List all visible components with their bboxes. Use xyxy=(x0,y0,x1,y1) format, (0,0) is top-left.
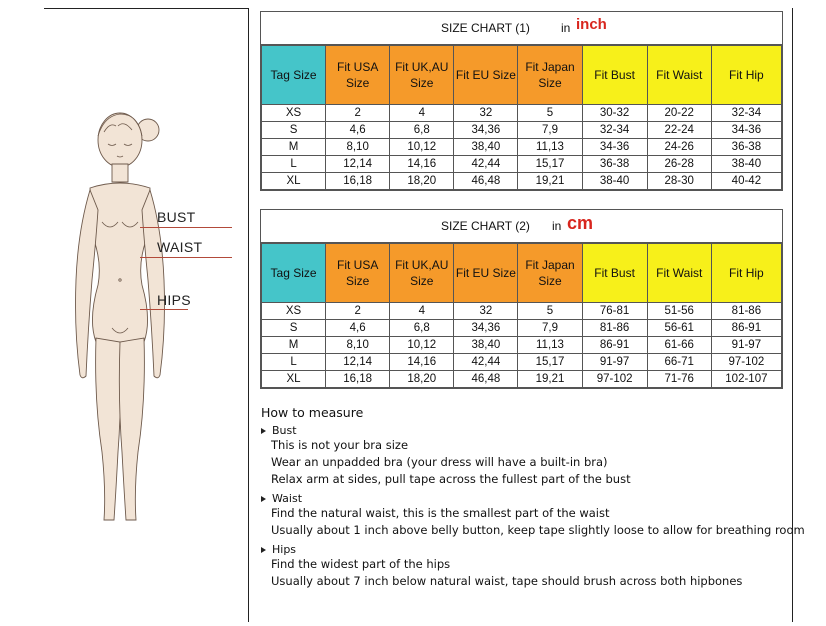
size-table-inch-header-row xyxy=(262,46,782,105)
body-figure-illustration xyxy=(60,80,240,540)
column-header: Fit EU Size xyxy=(454,244,518,303)
triangle-bullet-icon xyxy=(261,547,266,553)
table-cell: 4,6 xyxy=(326,320,390,337)
table-cell: 34,36 xyxy=(454,320,518,337)
table-cell: 12,14 xyxy=(326,156,390,173)
size-chart-cm xyxy=(260,209,783,389)
table-cell: 81-86 xyxy=(582,320,647,337)
size-chart-inch-title-bar xyxy=(261,12,782,45)
table-cell: 19,21 xyxy=(518,173,582,190)
table-row xyxy=(262,320,782,337)
table-cell: 34-36 xyxy=(582,139,647,156)
size-table-cm xyxy=(261,243,782,388)
table-cell: 12,14 xyxy=(326,354,390,371)
triangle-bullet-icon xyxy=(261,496,266,502)
waist-label: WAIST xyxy=(157,239,203,255)
table-cell: 86-91 xyxy=(711,320,781,337)
bust-instructions-label: Bust xyxy=(272,424,297,437)
size-chart-cm-unit: cm xyxy=(567,213,594,233)
hips-instructions-label: Hips xyxy=(272,543,297,556)
column-header: Fit USA Size xyxy=(326,244,390,303)
column-header: Fit Japan Size xyxy=(518,46,582,105)
waist-measure-line xyxy=(140,257,232,258)
size-table-inch xyxy=(261,45,782,190)
table-cell: S xyxy=(262,320,326,337)
table-cell: 36-38 xyxy=(711,139,781,156)
column-header: Fit Bust xyxy=(582,46,647,105)
waist-instruction-line: Usually about 1 inch above belly button, keep tape slightly loose to allow for breathing room xyxy=(271,523,805,537)
table-cell: 38,40 xyxy=(454,337,518,354)
size-chart-inch-title: SIZE CHART (1) xyxy=(441,21,530,35)
table-row xyxy=(262,371,782,388)
table-cell: 5 xyxy=(518,105,582,122)
table-cell: 32-34 xyxy=(582,122,647,139)
table-row xyxy=(262,173,782,190)
table-cell: 97-102 xyxy=(711,354,781,371)
table-cell: 36-38 xyxy=(582,156,647,173)
table-cell: 32 xyxy=(454,303,518,320)
table-cell: 11,13 xyxy=(518,139,582,156)
table-row xyxy=(262,354,782,371)
table-cell: 14,16 xyxy=(390,354,454,371)
hips-instructions-title xyxy=(261,543,801,556)
how-to-measure-section xyxy=(261,405,805,590)
column-header: Fit UK,AU Size xyxy=(390,46,454,105)
table-cell: 42,44 xyxy=(454,156,518,173)
table-cell: 28-30 xyxy=(647,173,711,190)
size-chart-inch-unit: inch xyxy=(576,16,607,33)
frame-top-line xyxy=(44,8,248,9)
column-header: Fit UK,AU Size xyxy=(390,244,454,303)
table-cell: 2 xyxy=(326,105,390,122)
table-cell: 4 xyxy=(390,303,454,320)
bust-instructions-title xyxy=(261,424,801,437)
table-cell: 6,8 xyxy=(390,122,454,139)
hips-instruction-line: Find the widest part of the hips xyxy=(271,557,451,571)
table-cell: XL xyxy=(262,173,326,190)
table-cell: 15,17 xyxy=(518,354,582,371)
table-cell: 32-34 xyxy=(711,105,781,122)
column-header: Fit Hip xyxy=(711,46,781,105)
table-cell: 20-22 xyxy=(647,105,711,122)
table-cell: 10,12 xyxy=(390,139,454,156)
hips-instruction-line: Usually about 7 inch below natural waist, tape should brush across both hipbones xyxy=(271,574,743,588)
table-cell: 32 xyxy=(454,105,518,122)
table-cell: 38-40 xyxy=(582,173,647,190)
table-cell: 11,13 xyxy=(518,337,582,354)
table-cell: 19,21 xyxy=(518,371,582,388)
table-cell: 91-97 xyxy=(711,337,781,354)
table-cell: 24-26 xyxy=(647,139,711,156)
body-figure-svg xyxy=(60,80,240,540)
table-cell: 14,16 xyxy=(390,156,454,173)
table-cell: 22-24 xyxy=(647,122,711,139)
table-cell: M xyxy=(262,337,326,354)
table-cell: 46,48 xyxy=(454,173,518,190)
table-row xyxy=(262,122,782,139)
table-row xyxy=(262,105,782,122)
table-cell: 6,8 xyxy=(390,320,454,337)
column-header: Fit EU Size xyxy=(454,46,518,105)
table-cell: 56-61 xyxy=(647,320,711,337)
table-cell: 38,40 xyxy=(454,139,518,156)
table-cell: 2 xyxy=(326,303,390,320)
table-cell: 46,48 xyxy=(454,371,518,388)
table-cell: 81-86 xyxy=(711,303,781,320)
table-cell: 61-66 xyxy=(647,337,711,354)
frame-left-line xyxy=(248,8,249,622)
table-cell: 4 xyxy=(390,105,454,122)
column-header: Fit USA Size xyxy=(326,46,390,105)
table-cell: 38-40 xyxy=(711,156,781,173)
table-cell: M xyxy=(262,139,326,156)
bust-instruction-line: Relax arm at sides, pull tape across the fullest part of the bust xyxy=(271,472,631,486)
hips-label: HIPS xyxy=(157,292,191,308)
table-cell: 5 xyxy=(518,303,582,320)
column-header: Tag Size xyxy=(262,244,326,303)
table-cell: 71-76 xyxy=(647,371,711,388)
bust-instruction-line: This is not your bra size xyxy=(271,438,409,452)
table-cell: 34,36 xyxy=(454,122,518,139)
table-cell: 8,10 xyxy=(326,139,390,156)
table-cell: L xyxy=(262,354,326,371)
table-cell: 15,17 xyxy=(518,156,582,173)
size-chart-inch xyxy=(260,11,783,191)
table-cell: 34-36 xyxy=(711,122,781,139)
triangle-bullet-icon xyxy=(261,428,266,434)
size-chart-cm-unit-prefix: in xyxy=(552,219,562,233)
column-header: Fit Hip xyxy=(711,244,781,303)
table-cell: 86-91 xyxy=(582,337,647,354)
table-cell: 76-81 xyxy=(582,303,647,320)
column-header: Fit Bust xyxy=(582,244,647,303)
table-cell: 26-28 xyxy=(647,156,711,173)
table-cell: 18,20 xyxy=(390,371,454,388)
table-row xyxy=(262,139,782,156)
table-cell: 91-97 xyxy=(582,354,647,371)
table-cell: 66-71 xyxy=(647,354,711,371)
waist-instructions-title xyxy=(261,492,801,505)
table-cell: 18,20 xyxy=(390,173,454,190)
table-cell: 4,6 xyxy=(326,122,390,139)
table-cell: 7,9 xyxy=(518,122,582,139)
table-cell: 51-56 xyxy=(647,303,711,320)
column-header: Fit Japan Size xyxy=(518,244,582,303)
table-cell: 7,9 xyxy=(518,320,582,337)
waist-instructions-label: Waist xyxy=(272,492,303,505)
table-cell: 42,44 xyxy=(454,354,518,371)
size-table-inch-body xyxy=(262,105,782,190)
table-cell: 97-102 xyxy=(582,371,647,388)
column-header: Fit Waist xyxy=(647,46,711,105)
how-to-measure-heading: How to measure xyxy=(261,405,364,420)
column-header: Tag Size xyxy=(262,46,326,105)
bust-measure-line xyxy=(140,227,232,228)
table-cell: 16,18 xyxy=(326,173,390,190)
size-chart-inch-unit-prefix: in xyxy=(561,21,571,35)
table-row xyxy=(262,303,782,320)
table-cell: 40-42 xyxy=(711,173,781,190)
size-chart-cm-title-bar xyxy=(261,210,782,243)
table-cell: L xyxy=(262,156,326,173)
hips-measure-line xyxy=(140,309,188,310)
table-cell: 8,10 xyxy=(326,337,390,354)
table-cell: XL xyxy=(262,371,326,388)
size-table-cm-body xyxy=(262,303,782,388)
size-chart-cm-title: SIZE CHART (2) xyxy=(441,219,530,233)
bust-instruction-line: Wear an unpadded bra (your dress will have a built-in bra) xyxy=(271,455,608,469)
table-row xyxy=(262,337,782,354)
table-row xyxy=(262,156,782,173)
column-header: Fit Waist xyxy=(647,244,711,303)
table-cell: 102-107 xyxy=(711,371,781,388)
table-cell: XS xyxy=(262,303,326,320)
waist-instruction-line: Find the natural waist, this is the smallest part of the waist xyxy=(271,506,610,520)
table-cell: S xyxy=(262,122,326,139)
size-table-cm-header-row xyxy=(262,244,782,303)
table-cell: 16,18 xyxy=(326,371,390,388)
table-cell: 10,12 xyxy=(390,337,454,354)
bust-label: BUST xyxy=(157,209,196,225)
table-cell: XS xyxy=(262,105,326,122)
table-cell: 30-32 xyxy=(582,105,647,122)
